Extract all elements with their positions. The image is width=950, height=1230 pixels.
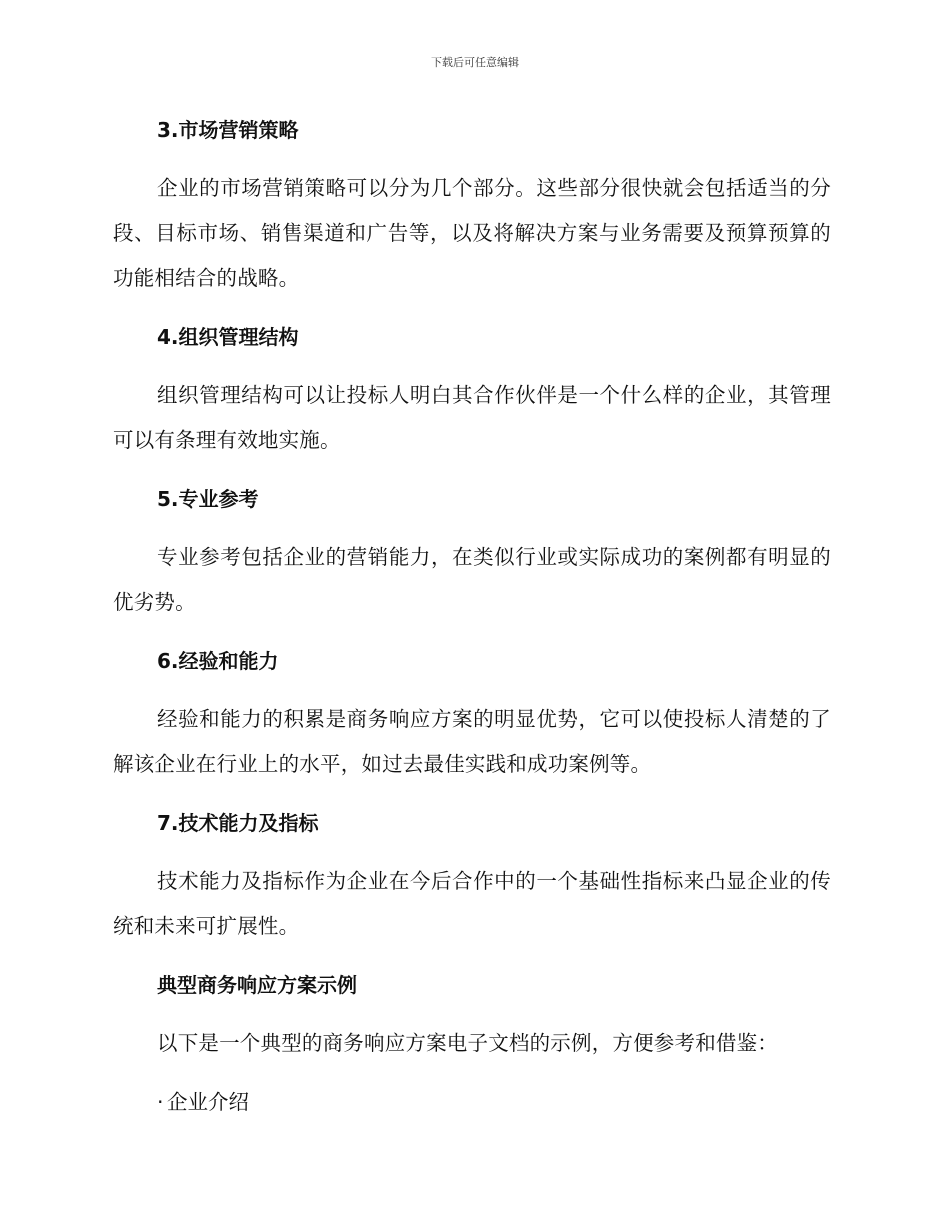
section-paragraph: 技术能力及指标作为企业在今后合作中的一个基础性指标来凸显企业的传统和未来可扩展性。 — [113, 869, 831, 938]
section-heading: 4.组织管理结构 — [157, 325, 299, 349]
section-heading: 6.经验和能力 — [157, 649, 279, 673]
section-marketing-strategy — [113, 108, 831, 315]
section-heading: 5.专业参考 — [157, 487, 259, 511]
section-heading: 7.技术能力及指标 — [157, 811, 319, 835]
bullet-text: 企业介绍 — [167, 1090, 249, 1114]
section-paragraph: 专业参考包括企业的营销能力，在类似行业或实际成功的案例都有明显的优劣势。 — [113, 545, 831, 614]
section-experience-capability — [113, 639, 831, 801]
section-paragraph: 组织管理结构可以让投标人明白其合作伙伴是一个什么样的企业，其管理可以有条理有效地实施。 — [113, 383, 831, 452]
section-paragraph: 经验和能力的积累是商务响应方案的明显优势，它可以使投标人清楚的了解该企业在行业上的水平，如过去最佳实践和成功案例等。 — [113, 707, 831, 776]
section-typical-example — [113, 963, 831, 1080]
bullet-marker: · — [157, 1090, 164, 1114]
section-paragraph: 以下是一个典型的商务响应方案电子文档的示例，方便参考和借鉴： — [157, 1031, 778, 1055]
section-organization-structure — [113, 315, 831, 477]
section-heading: 3.市场营销策略 — [157, 118, 299, 142]
section-paragraph: 企业的市场营销策略可以分为几个部分。这些部分很快就会包括适当的分段、目标市场、销售渠道和广告等，以及将解决方案与业务需要及预算预算的功能相结合的战略。 — [113, 176, 831, 290]
section-professional-reference — [113, 477, 831, 639]
section-technical-capability — [113, 801, 831, 963]
document-body — [113, 108, 831, 1124]
page-header-note: 下载后可任意编辑 — [431, 56, 519, 69]
list-item — [113, 1080, 831, 1124]
section-heading: 典型商务响应方案示例 — [157, 973, 357, 997]
